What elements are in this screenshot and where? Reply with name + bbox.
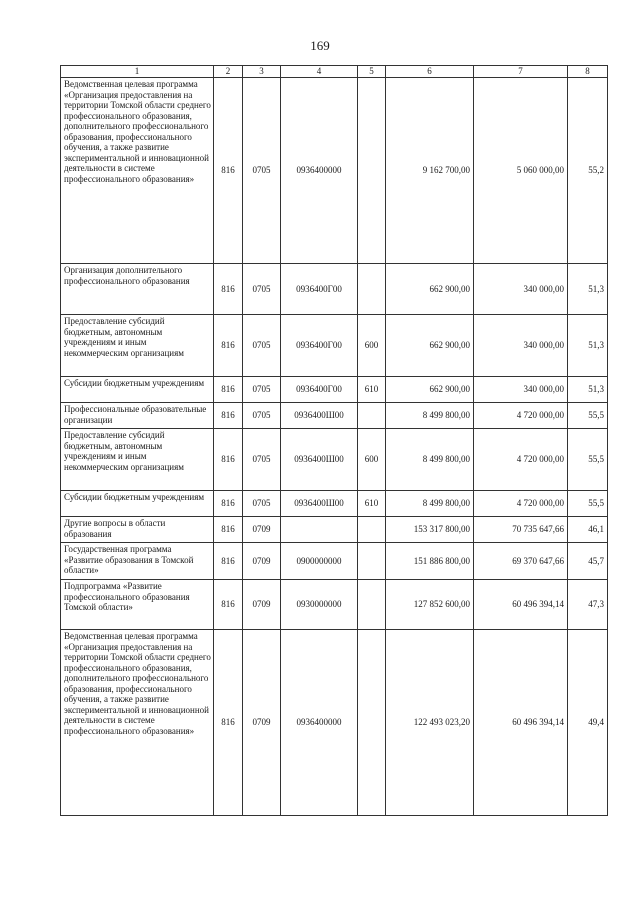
- column-header: 3: [243, 66, 281, 78]
- cell-percent: 55,5: [568, 491, 608, 517]
- cell-executed: 5 060 000,00: [474, 78, 568, 264]
- cell-plan: 151 886 800,00: [386, 543, 474, 580]
- cell-target-article: 0936400Г00: [281, 264, 358, 315]
- budget-table: [60, 65, 608, 816]
- column-header: 1: [61, 66, 214, 78]
- page-number: 169: [310, 38, 330, 53]
- cell-plan: 153 317 800,00: [386, 517, 474, 543]
- cell-target-article: 0936400Г00: [281, 377, 358, 403]
- cell-percent: 45,7: [568, 543, 608, 580]
- cell-name: Профессиональные образовательные организации: [61, 403, 214, 429]
- cell-code-admin: 816: [214, 264, 243, 315]
- cell-percent: 47,3: [568, 580, 608, 630]
- cell-section: 0709: [243, 630, 281, 816]
- column-header: 8: [568, 66, 608, 78]
- cell-executed: 60 496 394,14: [474, 580, 568, 630]
- cell-section: 0705: [243, 315, 281, 377]
- cell-percent: 49,4: [568, 630, 608, 816]
- cell-target-article: 0936400000: [281, 630, 358, 816]
- cell-target-article: [281, 517, 358, 543]
- cell-plan: 122 493 023,20: [386, 630, 474, 816]
- cell-code-admin: 816: [214, 429, 243, 491]
- column-header: 6: [386, 66, 474, 78]
- cell-name: Ведомственная целевая программа «Организация предоставления на территории Томской области среднего профессионального образования, дополнительного профессионального образования, профессионального обучения, а также развитие экспериментальной и инновационной деятельности в системе профессионального образования»: [61, 630, 214, 816]
- table-row: [61, 78, 608, 264]
- cell-expense-type: [358, 580, 386, 630]
- table-row: [61, 429, 608, 491]
- cell-name: Ведомственная целевая программа «Организация предоставления на территории Томской области среднего профессионального образования, дополнительного профессионального образования, профессионального обучения, а также развитие экспериментальной и инновационной деятельности в системе профессионального образования»: [61, 78, 214, 264]
- cell-name: Субсидии бюджетным учреждениям: [61, 491, 214, 517]
- cell-section: 0709: [243, 517, 281, 543]
- cell-expense-type: [358, 264, 386, 315]
- table-row: [61, 543, 608, 580]
- cell-section: 0709: [243, 580, 281, 630]
- cell-executed: 4 720 000,00: [474, 491, 568, 517]
- table-row: [61, 315, 608, 377]
- cell-plan: 662 900,00: [386, 377, 474, 403]
- cell-expense-type: 610: [358, 377, 386, 403]
- cell-target-article: 0936400Г00: [281, 315, 358, 377]
- cell-executed: 70 735 647,66: [474, 517, 568, 543]
- cell-expense-type: [358, 517, 386, 543]
- cell-expense-type: [358, 78, 386, 264]
- cell-expense-type: [358, 543, 386, 580]
- column-header: 7: [474, 66, 568, 78]
- cell-executed: 4 720 000,00: [474, 403, 568, 429]
- cell-section: 0705: [243, 78, 281, 264]
- cell-plan: 8 499 800,00: [386, 403, 474, 429]
- cell-target-article: 0936400Ш00: [281, 429, 358, 491]
- table-row: [61, 630, 608, 816]
- cell-code-admin: 816: [214, 315, 243, 377]
- cell-percent: 51,3: [568, 377, 608, 403]
- table-row: [61, 377, 608, 403]
- cell-plan: 8 499 800,00: [386, 429, 474, 491]
- cell-target-article: 0936400Ш00: [281, 491, 358, 517]
- cell-percent: 46,1: [568, 517, 608, 543]
- cell-expense-type: [358, 403, 386, 429]
- cell-executed: 69 370 647,66: [474, 543, 568, 580]
- table-row: [61, 264, 608, 315]
- cell-target-article: 0930000000: [281, 580, 358, 630]
- cell-plan: 662 900,00: [386, 315, 474, 377]
- cell-target-article: 0900000000: [281, 543, 358, 580]
- table-row: [61, 403, 608, 429]
- cell-plan: 9 162 700,00: [386, 78, 474, 264]
- cell-code-admin: 816: [214, 377, 243, 403]
- cell-section: 0705: [243, 403, 281, 429]
- cell-code-admin: 816: [214, 580, 243, 630]
- cell-expense-type: 600: [358, 315, 386, 377]
- cell-name: Государственная программа «Развитие образования в Томской области»: [61, 543, 214, 580]
- cell-percent: 51,3: [568, 315, 608, 377]
- cell-section: 0705: [243, 429, 281, 491]
- cell-percent: 55,2: [568, 78, 608, 264]
- cell-name: Другие вопросы в области образования: [61, 517, 214, 543]
- cell-executed: 340 000,00: [474, 315, 568, 377]
- cell-section: 0709: [243, 543, 281, 580]
- cell-section: 0705: [243, 377, 281, 403]
- column-header: 2: [214, 66, 243, 78]
- cell-percent: 51,3: [568, 264, 608, 315]
- cell-name: Предоставление субсидий бюджетным, автономным учреждениям и иным некоммерческим организациям: [61, 315, 214, 377]
- cell-expense-type: 610: [358, 491, 386, 517]
- cell-expense-type: 600: [358, 429, 386, 491]
- cell-code-admin: 816: [214, 517, 243, 543]
- cell-plan: 8 499 800,00: [386, 491, 474, 517]
- cell-percent: 55,5: [568, 429, 608, 491]
- cell-target-article: 0936400000: [281, 78, 358, 264]
- table-row: [61, 517, 608, 543]
- cell-section: 0705: [243, 264, 281, 315]
- cell-code-admin: 816: [214, 491, 243, 517]
- cell-code-admin: 816: [214, 543, 243, 580]
- cell-executed: 340 000,00: [474, 377, 568, 403]
- cell-section: 0705: [243, 491, 281, 517]
- table-row: [61, 580, 608, 630]
- column-header: 5: [358, 66, 386, 78]
- cell-name: Предоставление субсидий бюджетным, автономным учреждениям и иным некоммерческим организациям: [61, 429, 214, 491]
- cell-target-article: 0936400Ш00: [281, 403, 358, 429]
- cell-expense-type: [358, 630, 386, 816]
- cell-plan: 127 852 600,00: [386, 580, 474, 630]
- table-header-row: [61, 66, 608, 78]
- cell-executed: 340 000,00: [474, 264, 568, 315]
- column-header: 4: [281, 66, 358, 78]
- cell-code-admin: 816: [214, 630, 243, 816]
- cell-code-admin: 816: [214, 78, 243, 264]
- cell-executed: 4 720 000,00: [474, 429, 568, 491]
- cell-name: Подпрограмма «Развитие профессионального образования Томской области»: [61, 580, 214, 630]
- cell-name: Субсидии бюджетным учреждениям: [61, 377, 214, 403]
- cell-percent: 55,5: [568, 403, 608, 429]
- cell-executed: 60 496 394,14: [474, 630, 568, 816]
- table-row: [61, 491, 608, 517]
- cell-name: Организация дополнительного профессионального образования: [61, 264, 214, 315]
- cell-plan: 662 900,00: [386, 264, 474, 315]
- cell-code-admin: 816: [214, 403, 243, 429]
